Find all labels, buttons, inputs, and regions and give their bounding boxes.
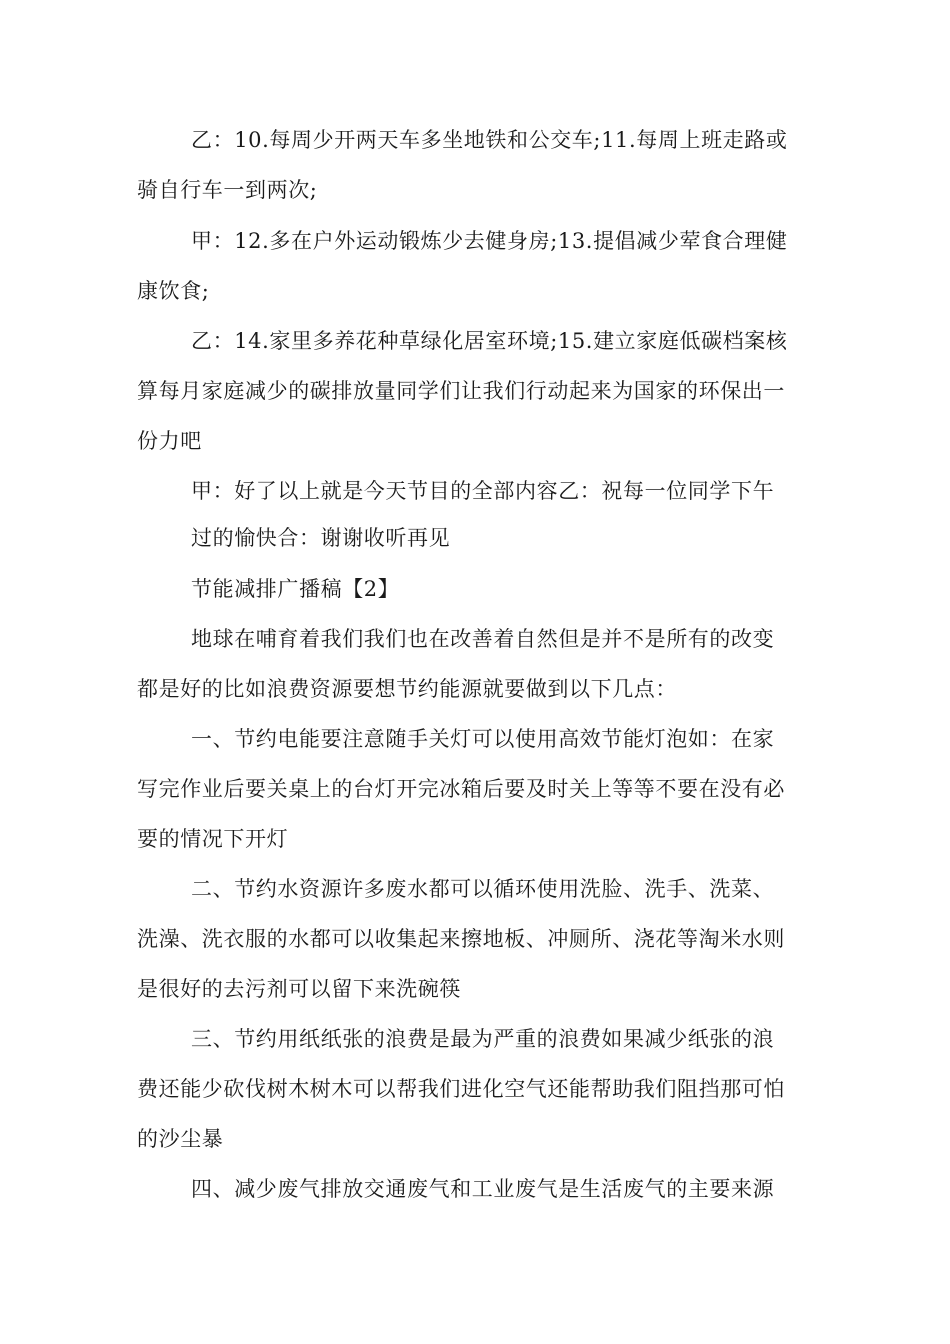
text-line: 康饮食; (137, 279, 210, 303)
section-heading: 节能减排广播稿【2】 (191, 577, 400, 601)
text-line: 要的情况下开灯 (137, 827, 289, 851)
text-line: 都是好的比如浪费资源要想节约能源就要做到以下几点： (137, 677, 677, 701)
text-line: 二、节约水资源许多废水都可以循环使用洗脸、洗手、洗菜、 (191, 877, 775, 901)
text-line: 的沙尘暴 (137, 1127, 224, 1151)
text-line: 乙：14.家里多养花种草绿化居室环境;15.建立家庭低碳档案核 (191, 329, 788, 353)
text-line: 骑自行车一到两次; (137, 178, 318, 202)
text-line: 地球在哺育着我们我们也在改善着自然但是并不是所有的改变 (191, 627, 775, 651)
text-line: 甲：12.多在户外运动锻炼少去健身房;13.提倡减少荤食合理健 (191, 229, 788, 253)
text-line: 写完作业后要关桌上的台灯开完冰箱后要及时关上等等不要在没有必 (137, 777, 785, 801)
text-line: 算每月家庭减少的碳排放量同学们让我们行动起来为国家的环保出一 (137, 379, 785, 403)
text-line: 是很好的去污剂可以留下来洗碗筷 (137, 977, 461, 1001)
text-line: 费还能少砍伐树木树木可以帮我们进化空气还能帮助我们阻挡那可怕 (137, 1077, 785, 1101)
text-line: 三、节约用纸纸张的浪费是最为严重的浪费如果减少纸张的浪 (191, 1027, 775, 1051)
text-line: 过的愉快合：谢谢收听再见 (191, 526, 451, 550)
text-line: 甲：好了以上就是今天节目的全部内容乙：祝每一位同学下午 (191, 479, 775, 503)
text-line: 洗澡、洗衣服的水都可以收集起来擦地板、冲厕所、浇花等淘米水则 (137, 927, 785, 951)
text-line: 四、减少废气排放交通废气和工业废气是生活废气的主要来源 (191, 1177, 775, 1201)
text-line: 份力吧 (137, 429, 202, 453)
text-line: 一、节约电能要注意随手关灯可以使用高效节能灯泡如：在家 (191, 727, 775, 751)
text-line: 乙：10.每周少开两天车多坐地铁和公交车;11.每周上班走路或 (191, 128, 788, 152)
